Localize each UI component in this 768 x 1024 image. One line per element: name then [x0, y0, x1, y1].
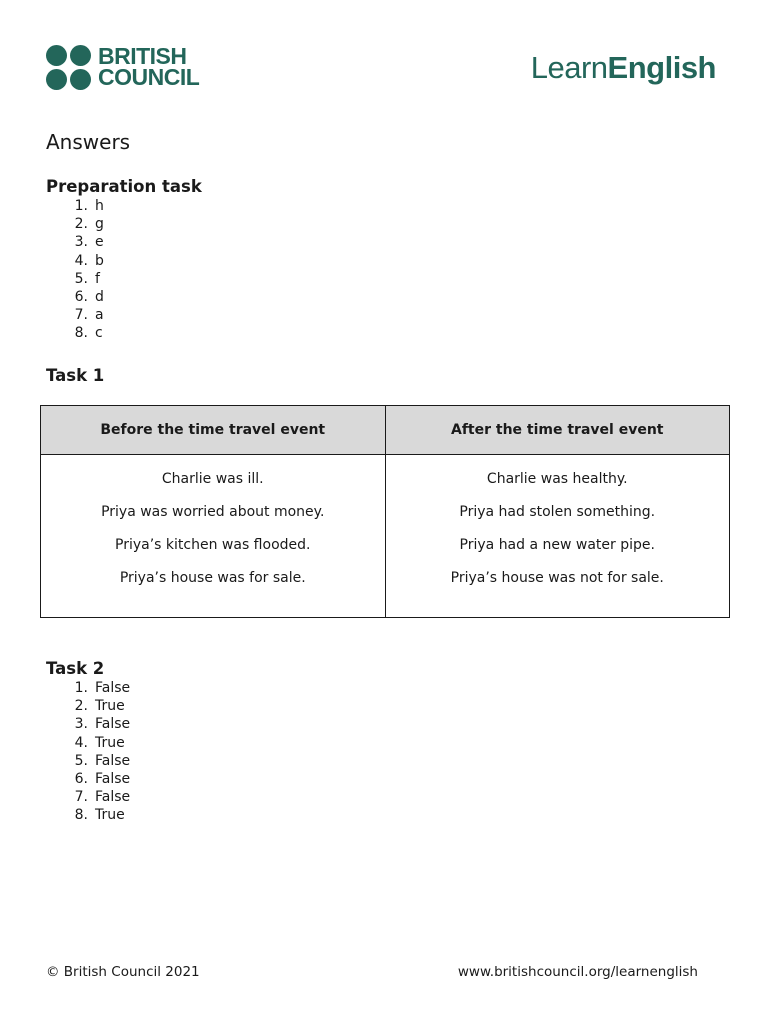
list-item-answer: True [95, 698, 125, 715]
task2-answer-list [46, 679, 130, 825]
after-statement: Priya had stolen something. [459, 504, 656, 520]
list-item-answer: False [95, 752, 131, 769]
list-item [46, 679, 130, 697]
after-statement: Charlie was healthy. [486, 471, 628, 487]
list-item-number: 2. [74, 216, 88, 233]
before-statement: Priya’s house was for sale. [119, 570, 306, 586]
column-header-before: Before the time travel event [41, 406, 386, 455]
list-item-number: 6. [74, 288, 88, 305]
british-council-wordmark [98, 43, 200, 90]
logo-line-2: COUNCIL [98, 64, 200, 90]
table-row [41, 455, 730, 618]
list-item-number: 8. [74, 807, 88, 824]
learnenglish-logo [531, 50, 716, 86]
list-item-answer: d [95, 288, 104, 305]
table-header-row [41, 406, 730, 455]
before-cell [41, 455, 386, 618]
learnenglish-light: Learn [530, 50, 608, 85]
list-item [46, 215, 104, 233]
list-item-number: 1. [74, 198, 88, 214]
list-item [46, 306, 104, 324]
list-item-number: 7. [74, 789, 88, 806]
learnenglish-bold: English [607, 50, 716, 85]
logo-line-1: BRITISH [98, 43, 187, 69]
list-item [46, 197, 104, 215]
before-statement: Priya’s kitchen was flooded. [115, 537, 311, 553]
list-item-answer: b [95, 252, 104, 269]
list-item [46, 788, 130, 806]
task2-heading: Task 2 [46, 659, 105, 678]
preparation-answer-list [46, 197, 104, 343]
list-item-number: 6. [74, 770, 88, 787]
list-item [46, 770, 130, 788]
list-item-number: 3. [74, 716, 88, 733]
list-item [46, 752, 130, 770]
preparation-heading: Preparation task [46, 177, 202, 196]
list-item-answer: e [95, 234, 104, 251]
list-item [46, 324, 104, 342]
list-item [46, 734, 130, 752]
list-item [46, 270, 104, 288]
task1-table [40, 405, 730, 618]
list-item-number: 7. [74, 307, 88, 324]
list-item-answer: False [95, 789, 131, 806]
list-item-answer: f [95, 270, 100, 287]
list-item [46, 252, 104, 270]
list-item [46, 715, 130, 733]
list-item-answer: True [95, 734, 125, 751]
before-statement: Charlie was ill. [161, 471, 264, 487]
list-item [46, 697, 130, 715]
british-council-dots-icon [46, 45, 91, 90]
list-item [46, 806, 130, 824]
list-item-number: 8. [74, 325, 88, 342]
list-item-answer: a [95, 307, 104, 324]
list-item-answer: g [95, 216, 104, 233]
column-header-after: After the time travel event [385, 406, 730, 455]
footer-copyright: © British Council 2021 [46, 964, 200, 980]
british-council-logo [46, 44, 199, 90]
list-item-answer: True [95, 807, 125, 824]
list-item-answer: False [95, 716, 131, 733]
list-item-number: 4. [74, 252, 88, 269]
before-statement: Priya was worried about money. [101, 504, 325, 520]
task1-heading: Task 1 [46, 366, 105, 385]
footer-url: www.britishcouncil.org/learnenglish [457, 964, 698, 980]
page-title: Answers [46, 130, 131, 154]
after-cell [385, 455, 730, 618]
list-item-number: 2. [74, 698, 88, 715]
list-item-number: 3. [74, 234, 88, 251]
list-item-answer: c [95, 325, 103, 342]
after-statement: Priya’s house was not for sale. [450, 570, 664, 586]
list-item-number: 5. [74, 270, 88, 287]
list-item [46, 288, 104, 306]
list-item [46, 233, 104, 251]
list-item-answer: h [95, 198, 104, 214]
after-statement: Priya had a new water pipe. [459, 537, 655, 553]
list-item-answer: False [95, 770, 131, 787]
list-item-number: 4. [74, 734, 88, 751]
list-item-answer: False [95, 680, 131, 696]
list-item-number: 5. [74, 752, 88, 769]
list-item-number: 1. [74, 680, 88, 696]
